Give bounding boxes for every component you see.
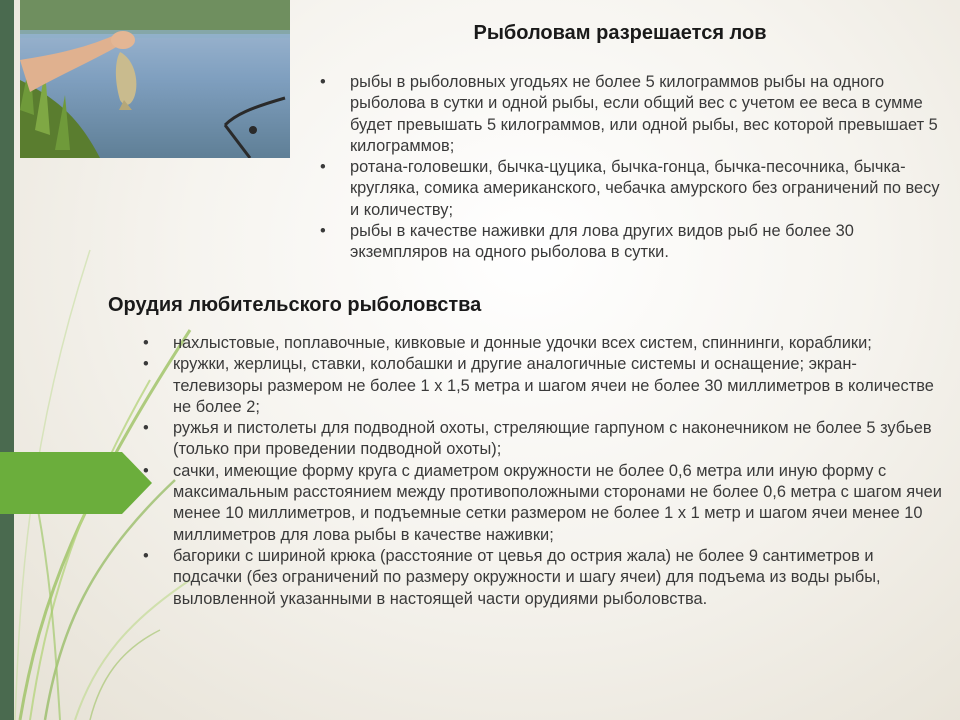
list-item: • рыбы в качестве наживки для лова других видов рыб не более 30 экземпляров на одного рыболова в сутки. [320, 221, 940, 264]
list-item: • багорики с шириной крюка (расстояние от цевья до острия жала) не более 9 сантиметров и подсачки (без ограничений по размеру окружности и шагу ячеи) для подъема из воды рыбы, выловленной указанными в настоящей части орудиями рыболовства. [143, 546, 943, 610]
fishing-photo [20, 0, 290, 158]
section-1-list [320, 72, 940, 264]
green-arrow-shape [0, 452, 152, 514]
section-1-title: Рыболовам разрешается лов [473, 22, 767, 44]
list-item: • ружья и пистолеты для подводной охоты, стреляющие гарпуном с наконечником не более 5 зубьев (только при проведении подводной охоты); [143, 418, 943, 461]
list-item: • рыбы в рыболовных угодьях не более 5 килограммов рыбы на одного рыболова в сутки и одной рыбы, если общий вес с учетом ее веса в сумме будет превышать 5 килограммов, или одной рыбы, вес которой превышает 5 килограммов; [320, 72, 940, 157]
section-2-list [143, 333, 943, 610]
section-2-title: Орудия любительского рыболовства [108, 294, 482, 316]
list-item: • кружки, жерлицы, ставки, колобашки и другие аналогичные системы и оснащение; экран-телевизоры размером не более 1 х 1,5 метра и шагом ячеи не более 30 миллиметров в количестве не более 2; [143, 354, 943, 418]
list-item: • сачки, имеющие форму круга с диаметром окружности не более 0,6 метра или иную форму с максимальным расстоянием между противоположными сторонами не более 0,6 метра с шагом ячеи менее 10 миллиметров, и подъемные сетки размером не более 1 х 1 метр и шагом ячеи менее 10 миллиметров для лова рыбы в качестве наживки; [143, 461, 943, 546]
list-item: • нахлыстовые, поплавочные, кивковые и донные удочки всех систем, спиннинги, кораблики; [143, 333, 943, 354]
list-item: • ротана-головешки, бычка-цуцика, бычка-гонца, бычка-песочника, бычка-кругляка, сомика американского, чебачка амурского без ограничений по весу и количеству; [320, 157, 940, 221]
